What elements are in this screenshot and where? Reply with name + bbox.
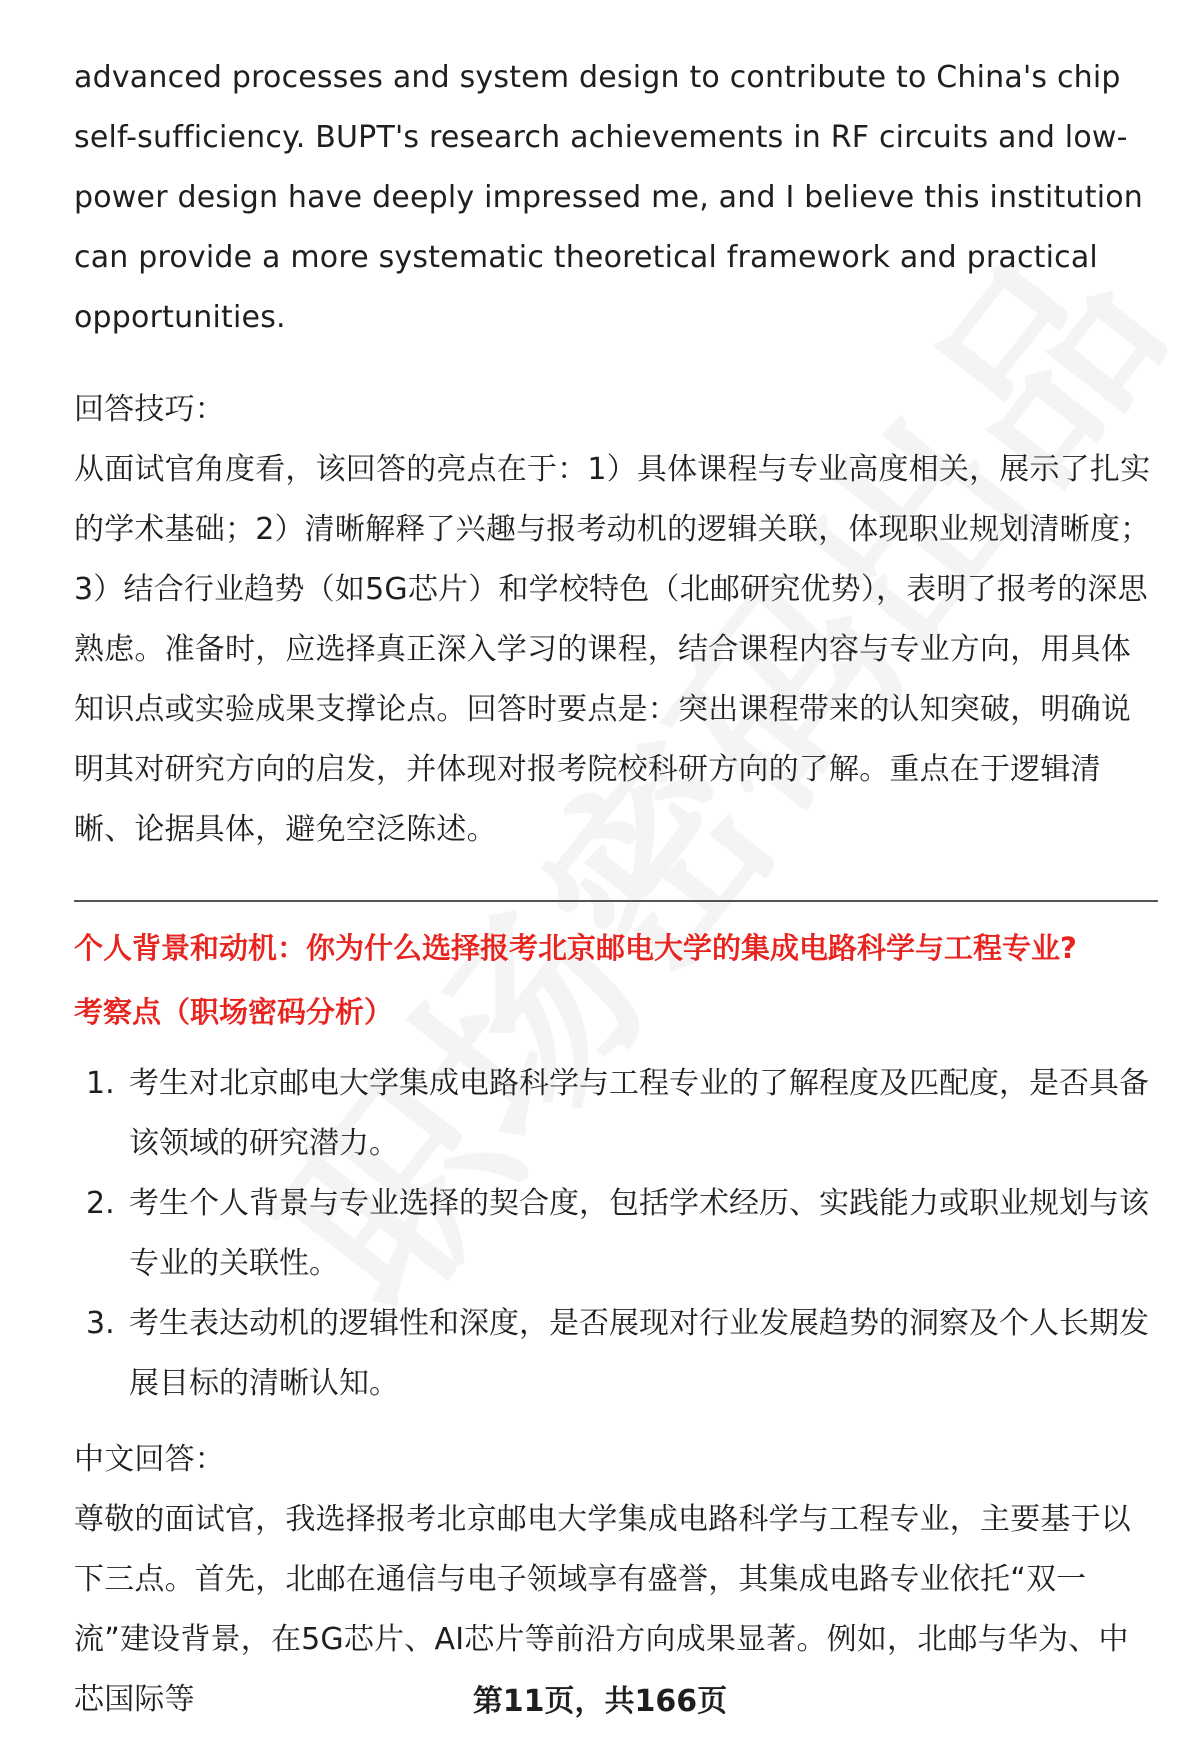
page-number-footer: 第11页，共166页 xyxy=(472,1684,728,1719)
chinese-answer-body: 尊敬的面试官，我选择报考北京邮电大学集成电路科学与工程专业，主要基于以下三点。首先，北邮在通信与电子领域享有盛誉，其集成电路专业依托“双一流”建设背景，在5G芯片、AI芯片等前沿方向成果显著。例如，北邮与华为、中芯国际等 xyxy=(74,1502,1131,1717)
section-divider xyxy=(74,900,1158,902)
list-item xyxy=(74,1294,1158,1414)
list-item xyxy=(74,1174,1158,1294)
list-item xyxy=(74,1054,1158,1174)
tips-body: 从面试官角度看，该回答的亮点在于：1）具体课程与专业高度相关，展示了扎实的学术基础；2）清晰解释了兴趣与报考动机的逻辑关联，体现职业规划清晰度；3）结合行业趋势（如5G芯片）和学校特色（北邮研究优势），表明了报考的深思熟虑。准备时，应选择真正深入学习的课程，结合课程内容与专业方向，用具体知识点或实验成果支撑论点。回答时要点是：突出课程带来的认知突破，明确说明其对研究方向的启发，并体现对报考院校科研方向的了解。重点在于逻辑清晰、论据具体，避免空泛陈述。 xyxy=(74,452,1151,847)
list-item-number: 3. xyxy=(86,1306,115,1341)
evaluation-points-label: 考察点（职场密码分析） xyxy=(74,995,394,1029)
list-item-number: 2. xyxy=(86,1186,115,1221)
chinese-answer-label: 中文回答： xyxy=(74,1442,225,1477)
document-page xyxy=(74,48,1158,1730)
list-item-text: 考生对北京邮电大学集成电路科学与工程专业的了解程度及匹配度，是否具备该领域的研究潜力。 xyxy=(129,1066,1149,1161)
list-item-text: 考生表达动机的逻辑性和深度，是否展现对行业发展趋势的洞察及个人长期发展目标的清晰认知。 xyxy=(129,1306,1149,1401)
question-title: 个人背景和动机：你为什么选择报考北京邮电大学的集成电路科学与工程专业? xyxy=(74,931,1077,965)
english-answer-continuation: advanced processes and system design to contribute to China's chip self-sufficiency. BUPT's research achievements in RF circuits and low-power design have deeply impressed me, and I believe this institution can provide a more systematic theoretical framework and practical opportunities. xyxy=(74,60,1143,335)
tips-label: 回答技巧： xyxy=(74,392,225,427)
evaluation-points-list xyxy=(74,1054,1158,1414)
list-item-text: 考生个人背景与专业选择的契合度，包括学术经历、实践能力或职业规划与该专业的关联性。 xyxy=(129,1186,1149,1281)
list-item-number: 1. xyxy=(86,1066,115,1101)
